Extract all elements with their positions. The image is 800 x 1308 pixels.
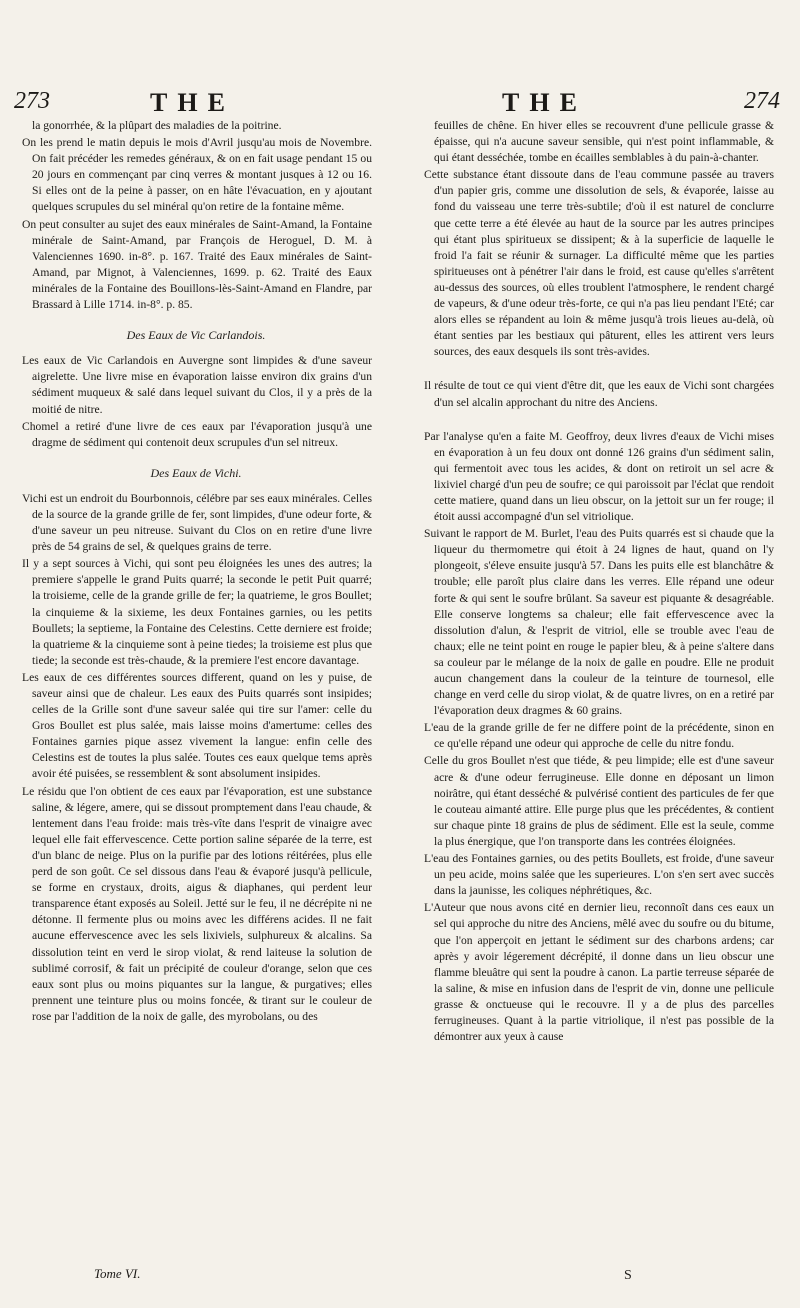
paragraph: Le résidu que l'on obtient de ces eaux par l'évaporation, est une substance saline, & légere, amere, qui se dissout promptement dans l'eau chaude, & lentement dans l'eau froide: mais très-vîte dans l'esprit de vinaigre avec lequel elle fait effervescence. Cette portion saline séparée de la terre, est d'un blanc de neige. Plus on la purifie par des lotions réitérées, plus elle perd de son goût. Ce sel dissous dans l'eau & évaporé jusqu'à pellicule, se forme en crystaux, droits, aigus & diaphanes, qui perdent leur transparence étant exposés au Soleil. Jetté sur le feu, il ne décrépite ni ne détonne. Il fermente plus ou moins avec les différens acides. Il ne fait aucune effervescence avec les sels lixiviels, sulphureux & alcalins. Sa dissolution teint en verd le sirop violat, & rend laiteuse la solution de sublimé corrosif, & fait un précipité de couleur d'orange, selon que ces eaux sont plus ou moins piquantes sur la langue, & purgatives; elles prennent une teinture plus ou moins foncée, & tirant sur le couleur de rose par l'addition de la noix de galle, des myrobolans, ou des: [22, 784, 372, 1023]
right-page-number: 274: [744, 88, 780, 114]
right-column: [422, 118, 774, 1046]
paragraph: Il résulte de tout ce qui vient d'être dit, que les eaux de Vichi sont chargées d'un sel alcalin approchant du nitre des Anciens.: [424, 379, 774, 409]
paragraph: Les eaux de ces différentes sources different, quand on les y puise, de saveur ainsi que de chaleur. Les eaux des Puits quarrés sont insipides; celles de la Grille sont d'une saveur salée qui tire sur l'amer: celle du Gros Boullet est plus salée, mais laisse moins d'amertume: celles des Fontaines garnies pique assez vivement la langue: enfin celle des Celestins est de toutes la plus salée. Toutes ces eaux quelque tems après avoir été puisées, se ressemblent & sont absolument insipides.: [22, 670, 372, 781]
paragraph: On les prend le matin depuis le mois d'Avril jusqu'au mois de Novembre. On fait précéder les remedes généraux, & on en fait usage pendant 15 ou 20 jours en commençant par cinq verres & montant jusques à 12 ou 16. Si elles ont de la peine à passer, on en hâte l'évacuation, en y ajoutant quelques scrupules du sel minéral qu'on retire de la fontaine même.: [22, 136, 372, 214]
paragraph: Chomel a retiré d'une livre de ces eaux par l'évaporation jusqu'à une dragme de sédiment qui contenoit deux scrupules d'un sel nitreux.: [22, 419, 372, 449]
left-running-head: THE: [150, 88, 235, 117]
paragraph: Celle du gros Boullet n'est que tiéde, & peu limpide; elle est d'une saveur acre & d'une odeur ferrugineuse. Elle donne en déposant un limon noirâtre, qui étant desséché & pulvérisé contient des particules de fer que le couteau aimanté attire. Elle purge plus que les précédentes, & contient sur chaque pinte 18 grains de plus de sédiment. Elle est la seule, comme la plus énergique, que l'on transporte dans les contrées éloignées.: [424, 754, 774, 848]
left-page-number: 273: [14, 88, 50, 114]
paragraph: Les eaux de Vic Carlandois en Auvergne sont limpides & d'une saveur aigrelette. Une livre mise en évaporation laisse environ dix grains d'un sédiment muqueux & salé dans lequel suivant du Clos, il y a près de la moitié de nitre.: [22, 354, 372, 416]
right-running-head: THE: [502, 88, 587, 117]
signature-mark: S: [624, 1268, 632, 1283]
paragraph: L'eau des Fontaines garnies, ou des petits Boullets, est froide, d'une saveur un peu acide, moins salée que les superieures. L'on s'en sert avec succès dans la jaunisse, les coliques néphrétiques, &c.: [424, 852, 774, 898]
paragraph: L'eau de la grande grille de fer ne differe point de la précédente, sinon en ce qu'elle répand une odeur qui approche de celle du nitre fondu.: [424, 721, 774, 751]
page-footer: [0, 1266, 800, 1296]
section-heading: Des Eaux de Vic Carlandois.: [126, 328, 266, 343]
paragraph: Cette substance étant dissoute dans de l'eau commune passée au travers d'un papier gris, comme une dissolution de sels, & évaporée, laisse au fond du vaisseau une terre très-subtile; d'où il est naturel de conclurre que cette terre a été élevée au haut de la source par les autres principes qui étant plus spiritueux se dissipent; & à la superficie de laquelle le froid l'a fait se réunir & surnager. La difficulté même que les parties spiritueuses ont à pénétrer l'air dans le froid, est cause qu'elles s'arrêtent au-dessus des sources, où elles troublent l'atmosphere, le rendent chargé de vapeurs, & d'une odeur très-forte, ce qui n'a pas lieu pendant l'Eté; car alors elles se répandent au loin & même jusqu'à trois lieues au-delà, où étant senties par les bestiaux qui pâturent, elles les attirent vers leurs sources, des eaux desquels ils sont très-avides.: [424, 168, 774, 359]
volume-label: Tome VI.: [94, 1266, 141, 1281]
section-heading: Des Eaux de Vichi.: [150, 465, 242, 480]
paragraph: feuilles de chêne. En hiver elles se recouvrent d'une pellicule grasse & épaisse, qui n'a aucune saveur sensible, qui n'est point inflammable, & qui étant desséchée, tombe en écailles semblables à du pain-à-chanter.: [434, 119, 774, 165]
paragraph: Vichi est un endroit du Bourbonnois, célébre par ses eaux minérales. Celles de la source de la grande grille de fer, sont limpides, d'une odeur forte, & d'une saveur un peu nitreuse. Suivant du Clos on en retire d'une livre près de 54 grains de sel, & quelques grains de terre.: [22, 491, 372, 554]
paragraph: Suivant le rapport de M. Burlet, l'eau des Puits quarrés est si chaude que la liqueur du thermometre qui étoit à 24 lignes de haut, quand on l'y plongeoit, s'éleve ensuite jusqu'à 57. Dans les puits elle est blanchâtre & trouble; elle paroît plus claire dans les verres. Elle répand une odeur forte & qui sent le soufre brûlant. Sa saveur est piquante & desagréable. Elle conserve longtems sa chaleur; elle fait effervescence avec la dissolution d'alun, & l'esprit de vitriol, elle se trouble avec l'eau de chaux; elle ne teint point en rouge le papier bleu, & à peine s'altere dans sa couleur par le mélange de la noix de galle en poudre. Elle ne produit aucun changement dans la couleur de la teinture de tournesol, elle change en verd celle du sirop violat, & de quatre livres, on en a retiré par l'évaporation deux dragmes & 60 grains.: [424, 527, 774, 718]
paragraph: Il y a sept sources à Vichi, qui sont peu éloignées les unes des autres; la premiere s'appelle le grand Puits quarré; la seconde le petit Puit quarré; la troisieme, celle de la grande grille de fer; la quatrieme, le gros Boullet; la cinquieme & la sixieme, les deux Fontaines garnies, ou les petits Boullets; la septieme, la Fontaine des Celestins. Cette derniere est froide; la quatrieme & la cinquieme sont à peine tiedes; la troisieme est plus que tiede; la seconde est très-chaude, & la premiere l'est encore davantage.: [22, 557, 372, 667]
paragraph: la gonorrhée, & la plûpart des maladies de la poitrine.: [32, 119, 282, 132]
paragraph: L'Auteur que nous avons cité en dernier lieu, reconnoît dans ces eaux un sel qui approche du nitre des Anciens, mêlé avec du soufre ou du bitume, que l'on apperçoit en jettant le sédiment sur des charbons ardens; car après y avoir légerement décrépité, il donne dans un lieu obscur une flamme bleuâtre qui sent la poudre à canon. La partie terreuse séparée de la saline, & mise en infusion dans de l'esprit de vin, donne une pellicule grasse & onctueuse qui le recouvre. Il y a de plus des parcelles ferrugineuses. Quant à la partie vitriolique, il n'est pas possible de la démontrer aux yeux à cause: [424, 901, 774, 1044]
paragraph: Par l'analyse qu'en a faite M. Geoffroy, deux livres d'eaux de Vichi mises en évaporation à un feu doux ont donné 126 grains d'un sédiment salin, qui fermentoit avec tous les acides, & dont on retiroit un sel acre & lixiviel chargé d'un peu de soufre; ce qui paroissoit par l'éclat que rendoit cette matiere, quand dans un lieu obscur, on la jettoit sur un fer rouge; il étoit aussi accompagné d'un sel vitriolique.: [424, 429, 774, 524]
paragraph: On peut consulter au sujet des eaux minérales de Saint-Amand, la Fontaine minérale de Saint-Amand, par François de Heroguel, D. M. à Valenciennes 1690. in-8°. p. 167. Traité des Eaux minérales de Saint-Amand, par Mignot, à Valenciennes, 1699. p. 62. Traité des Eaux minérales de la Fontaine des Bouillons-lès-Saint-Amand en Flandre, par Brassard à Lille 1714. in-8°. p. 85.: [22, 217, 372, 312]
left-column: [20, 118, 372, 1026]
